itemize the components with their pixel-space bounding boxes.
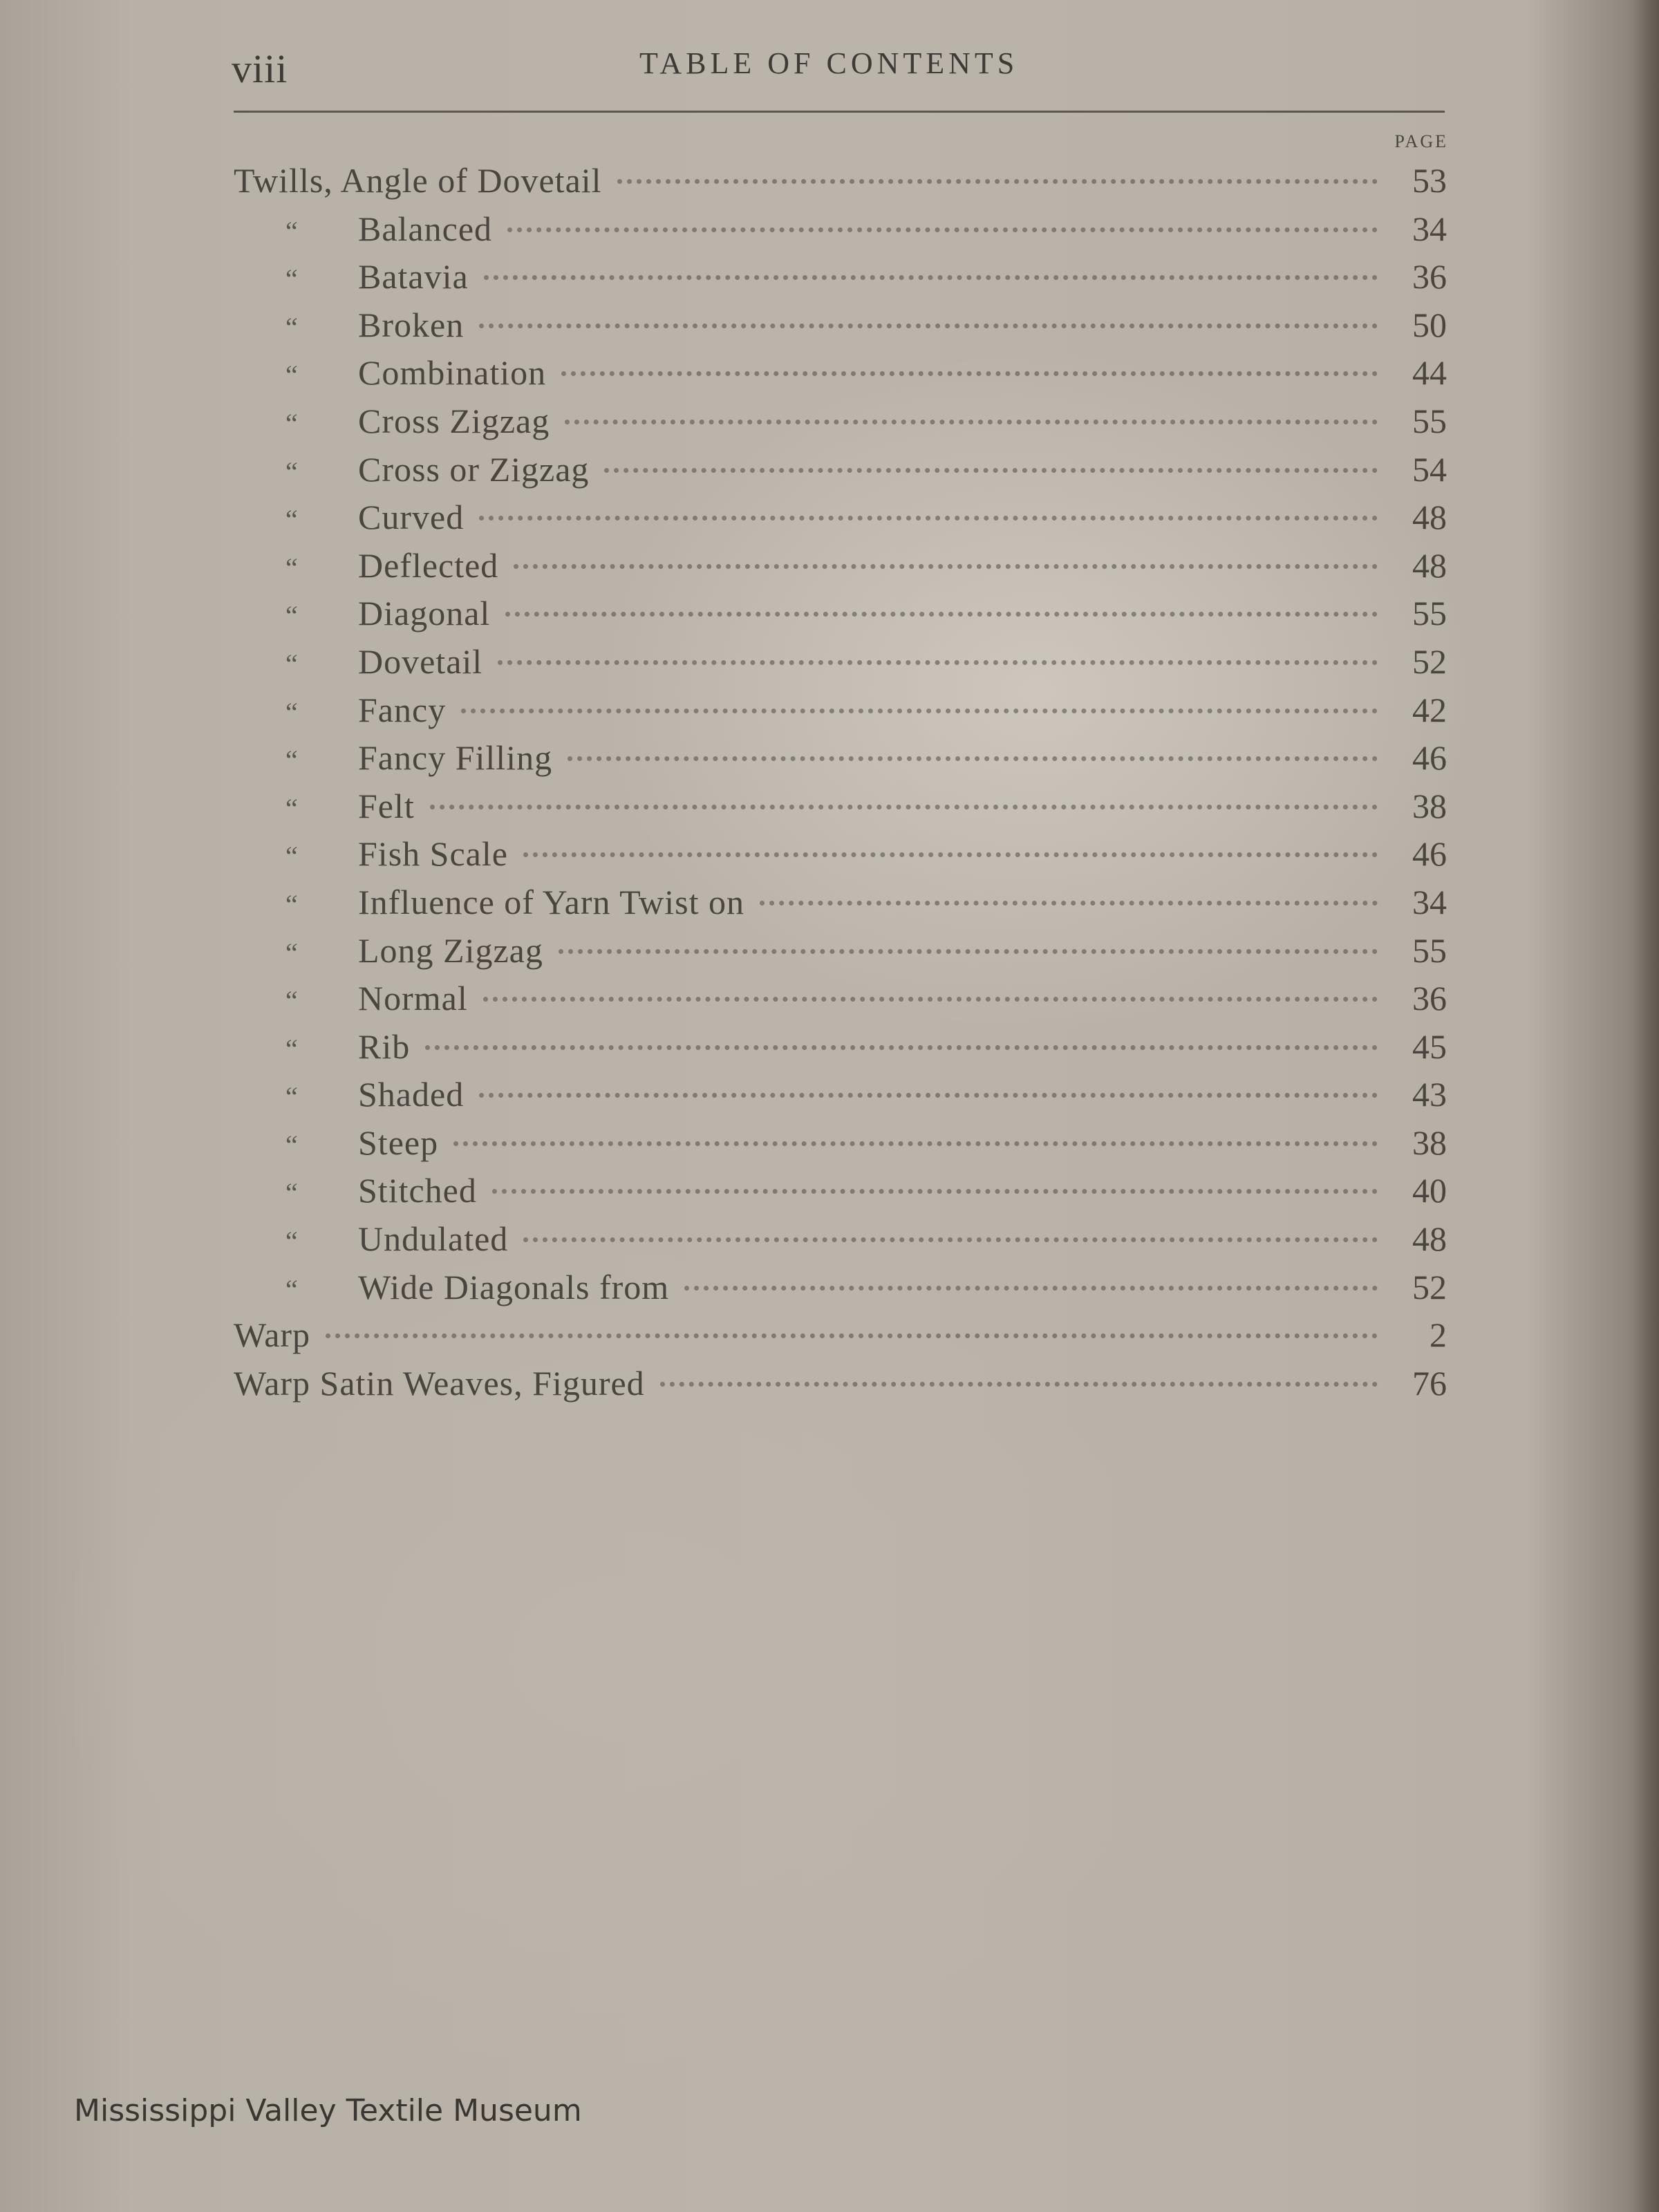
ditto-mark: “ xyxy=(285,1033,298,1065)
ditto-mark: “ xyxy=(285,407,298,439)
dot-leader xyxy=(684,1286,1378,1291)
running-title: TABLE OF CONTENTS xyxy=(639,46,1019,80)
toc-entry-label: Cross Zigzag xyxy=(358,401,550,440)
dot-leader xyxy=(492,1189,1378,1194)
toc-entry xyxy=(234,978,1447,1027)
toc-entry-label: Wide Diagonals from xyxy=(358,1267,670,1306)
dot-leader xyxy=(425,1045,1378,1050)
toc-entry xyxy=(234,305,1447,353)
toc-entry xyxy=(234,834,1447,882)
toc-entry-label: Curved xyxy=(358,498,465,537)
toc-entry-label: Balanced xyxy=(358,209,493,248)
page-column-heading: PAGE xyxy=(1394,131,1448,151)
ditto-mark: “ xyxy=(285,359,298,391)
toc-page-number: 38 xyxy=(1412,786,1447,825)
toc-page-number: 76 xyxy=(1412,1363,1447,1403)
toc-entry-label: Steep xyxy=(358,1123,439,1162)
toc-page-number: 36 xyxy=(1412,257,1447,297)
toc-page-number: 52 xyxy=(1412,1267,1447,1306)
toc-entry xyxy=(234,1219,1447,1267)
ditto-mark: “ xyxy=(285,696,298,728)
toc-page-number: 54 xyxy=(1412,449,1447,489)
toc-entry xyxy=(234,401,1447,449)
toc-entry xyxy=(234,690,1447,738)
toc-entry-label: Normal xyxy=(358,979,468,1018)
toc-page-number: 45 xyxy=(1412,1027,1447,1066)
dot-leader xyxy=(604,468,1378,473)
toc-entry-label: Rib xyxy=(358,1027,411,1066)
toc-entry-label: Diagonal xyxy=(358,594,491,633)
toc-page-number: 34 xyxy=(1412,882,1447,921)
toc-entry-label: Felt xyxy=(358,786,415,825)
watermark-caption: Mississippi Valley Textile Museum xyxy=(74,2093,582,2128)
toc-entry-label: Broken xyxy=(358,305,465,344)
toc-page-number: 46 xyxy=(1412,738,1447,778)
dot-leader xyxy=(484,275,1378,280)
ditto-mark: “ xyxy=(285,648,298,679)
toc-entry-label: Dovetail xyxy=(358,641,483,681)
toc-page-number: 44 xyxy=(1412,353,1447,393)
toc-page-number: 55 xyxy=(1412,594,1447,633)
ditto-mark: “ xyxy=(285,600,298,632)
toc-page-number: 48 xyxy=(1412,1219,1447,1259)
dot-leader xyxy=(565,420,1378,424)
toc-entry xyxy=(234,641,1447,690)
toc-entry-label: Influence of Yarn Twist on xyxy=(358,882,745,921)
toc-entry xyxy=(234,545,1447,594)
dot-leader xyxy=(479,1093,1378,1098)
page-number: viii xyxy=(232,46,288,91)
ditto-mark: “ xyxy=(285,311,298,343)
toc-entry-label: Shaded xyxy=(358,1075,465,1114)
dot-leader xyxy=(568,756,1378,761)
dot-leader xyxy=(498,660,1378,665)
ditto-mark: “ xyxy=(285,1273,298,1305)
dot-leader xyxy=(523,852,1378,857)
dot-leader xyxy=(561,371,1378,376)
toc-page-number: 55 xyxy=(1412,401,1447,440)
toc-page-number: 55 xyxy=(1412,930,1447,970)
toc-entry xyxy=(234,593,1447,641)
page-edge-shadow xyxy=(1635,0,1659,2212)
ditto-mark: “ xyxy=(285,985,298,1017)
ditto-mark: “ xyxy=(285,888,298,920)
dot-leader xyxy=(505,612,1378,617)
dot-leader xyxy=(523,1237,1378,1242)
toc-page-number: 50 xyxy=(1412,305,1447,344)
table-of-contents xyxy=(234,160,1447,1411)
toc-page-number: 52 xyxy=(1412,641,1447,681)
ditto-mark: “ xyxy=(285,215,298,247)
toc-entry xyxy=(234,497,1447,545)
ditto-mark: “ xyxy=(285,937,298,968)
toc-page-number: 48 xyxy=(1412,498,1447,537)
dot-leader xyxy=(760,901,1378,906)
dot-leader xyxy=(479,516,1378,521)
toc-page-number: 46 xyxy=(1412,834,1447,874)
toc-entry-label: Fancy Filling xyxy=(358,738,553,778)
page-header xyxy=(232,41,1448,97)
toc-page-number: 43 xyxy=(1412,1075,1447,1114)
dot-leader xyxy=(514,564,1378,569)
dot-leader xyxy=(461,709,1378,713)
toc-entry-label: Warp Satin Weaves, Figured xyxy=(234,1363,645,1403)
dot-leader xyxy=(507,227,1378,232)
toc-entry xyxy=(234,353,1447,401)
ditto-mark: “ xyxy=(285,1081,298,1113)
toc-entry-label: Warp xyxy=(234,1315,311,1355)
toc-entry xyxy=(234,1123,1447,1171)
dot-leader xyxy=(430,805,1378,809)
toc-page-number: 40 xyxy=(1412,1171,1447,1210)
ditto-mark: “ xyxy=(285,792,298,824)
toc-page-number: 2 xyxy=(1430,1315,1447,1355)
toc-entry xyxy=(234,1315,1447,1363)
toc-entry xyxy=(234,930,1447,979)
ditto-mark: “ xyxy=(285,1226,298,1257)
toc-page-number: 36 xyxy=(1412,979,1447,1018)
toc-page-number: 38 xyxy=(1412,1123,1447,1162)
ditto-mark: “ xyxy=(285,263,298,295)
ditto-mark: “ xyxy=(285,841,298,872)
toc-entry xyxy=(234,786,1447,834)
dot-leader xyxy=(559,949,1378,954)
toc-entry-label: Stitched xyxy=(358,1171,477,1210)
toc-entry xyxy=(234,1074,1447,1123)
ditto-mark: “ xyxy=(285,1129,298,1161)
toc-entry xyxy=(234,209,1447,257)
ditto-mark: “ xyxy=(285,456,298,487)
dot-leader xyxy=(326,1333,1378,1338)
ditto-mark: “ xyxy=(285,552,298,583)
toc-entry-label: Batavia xyxy=(358,257,469,297)
toc-entry xyxy=(234,160,1447,209)
toc-entry xyxy=(234,1267,1447,1315)
toc-entry xyxy=(234,738,1447,786)
toc-page-number: 34 xyxy=(1412,209,1447,248)
toc-entry xyxy=(234,1027,1447,1075)
toc-entry-label: Fancy xyxy=(358,690,447,729)
ditto-mark: “ xyxy=(285,504,298,536)
ditto-mark: “ xyxy=(285,1177,298,1209)
toc-entry-label: Fish Scale xyxy=(358,834,508,874)
dot-leader xyxy=(479,324,1378,328)
toc-page-number: 42 xyxy=(1412,690,1447,729)
toc-entry-label: Deflected xyxy=(358,545,499,585)
toc-entry xyxy=(234,882,1447,930)
toc-page-number: 53 xyxy=(1412,161,1447,200)
ditto-mark: “ xyxy=(285,744,298,776)
dot-leader xyxy=(660,1382,1378,1387)
dot-leader xyxy=(483,997,1378,1002)
toc-entry-label: Undulated xyxy=(358,1219,509,1259)
dot-leader xyxy=(453,1141,1378,1146)
toc-entry-label: Combination xyxy=(358,353,547,393)
toc-entry xyxy=(234,1170,1447,1219)
toc-entry xyxy=(234,256,1447,305)
toc-entry-label: Cross or Zigzag xyxy=(358,449,590,489)
dot-leader xyxy=(617,179,1378,184)
toc-entry xyxy=(234,1363,1447,1412)
header-rule xyxy=(234,111,1445,113)
toc-entry-label: Long Zigzag xyxy=(358,930,543,970)
toc-entry xyxy=(234,449,1447,498)
toc-entry-label: Twills, Angle of Dovetail xyxy=(234,161,602,200)
toc-page-number: 48 xyxy=(1412,545,1447,585)
